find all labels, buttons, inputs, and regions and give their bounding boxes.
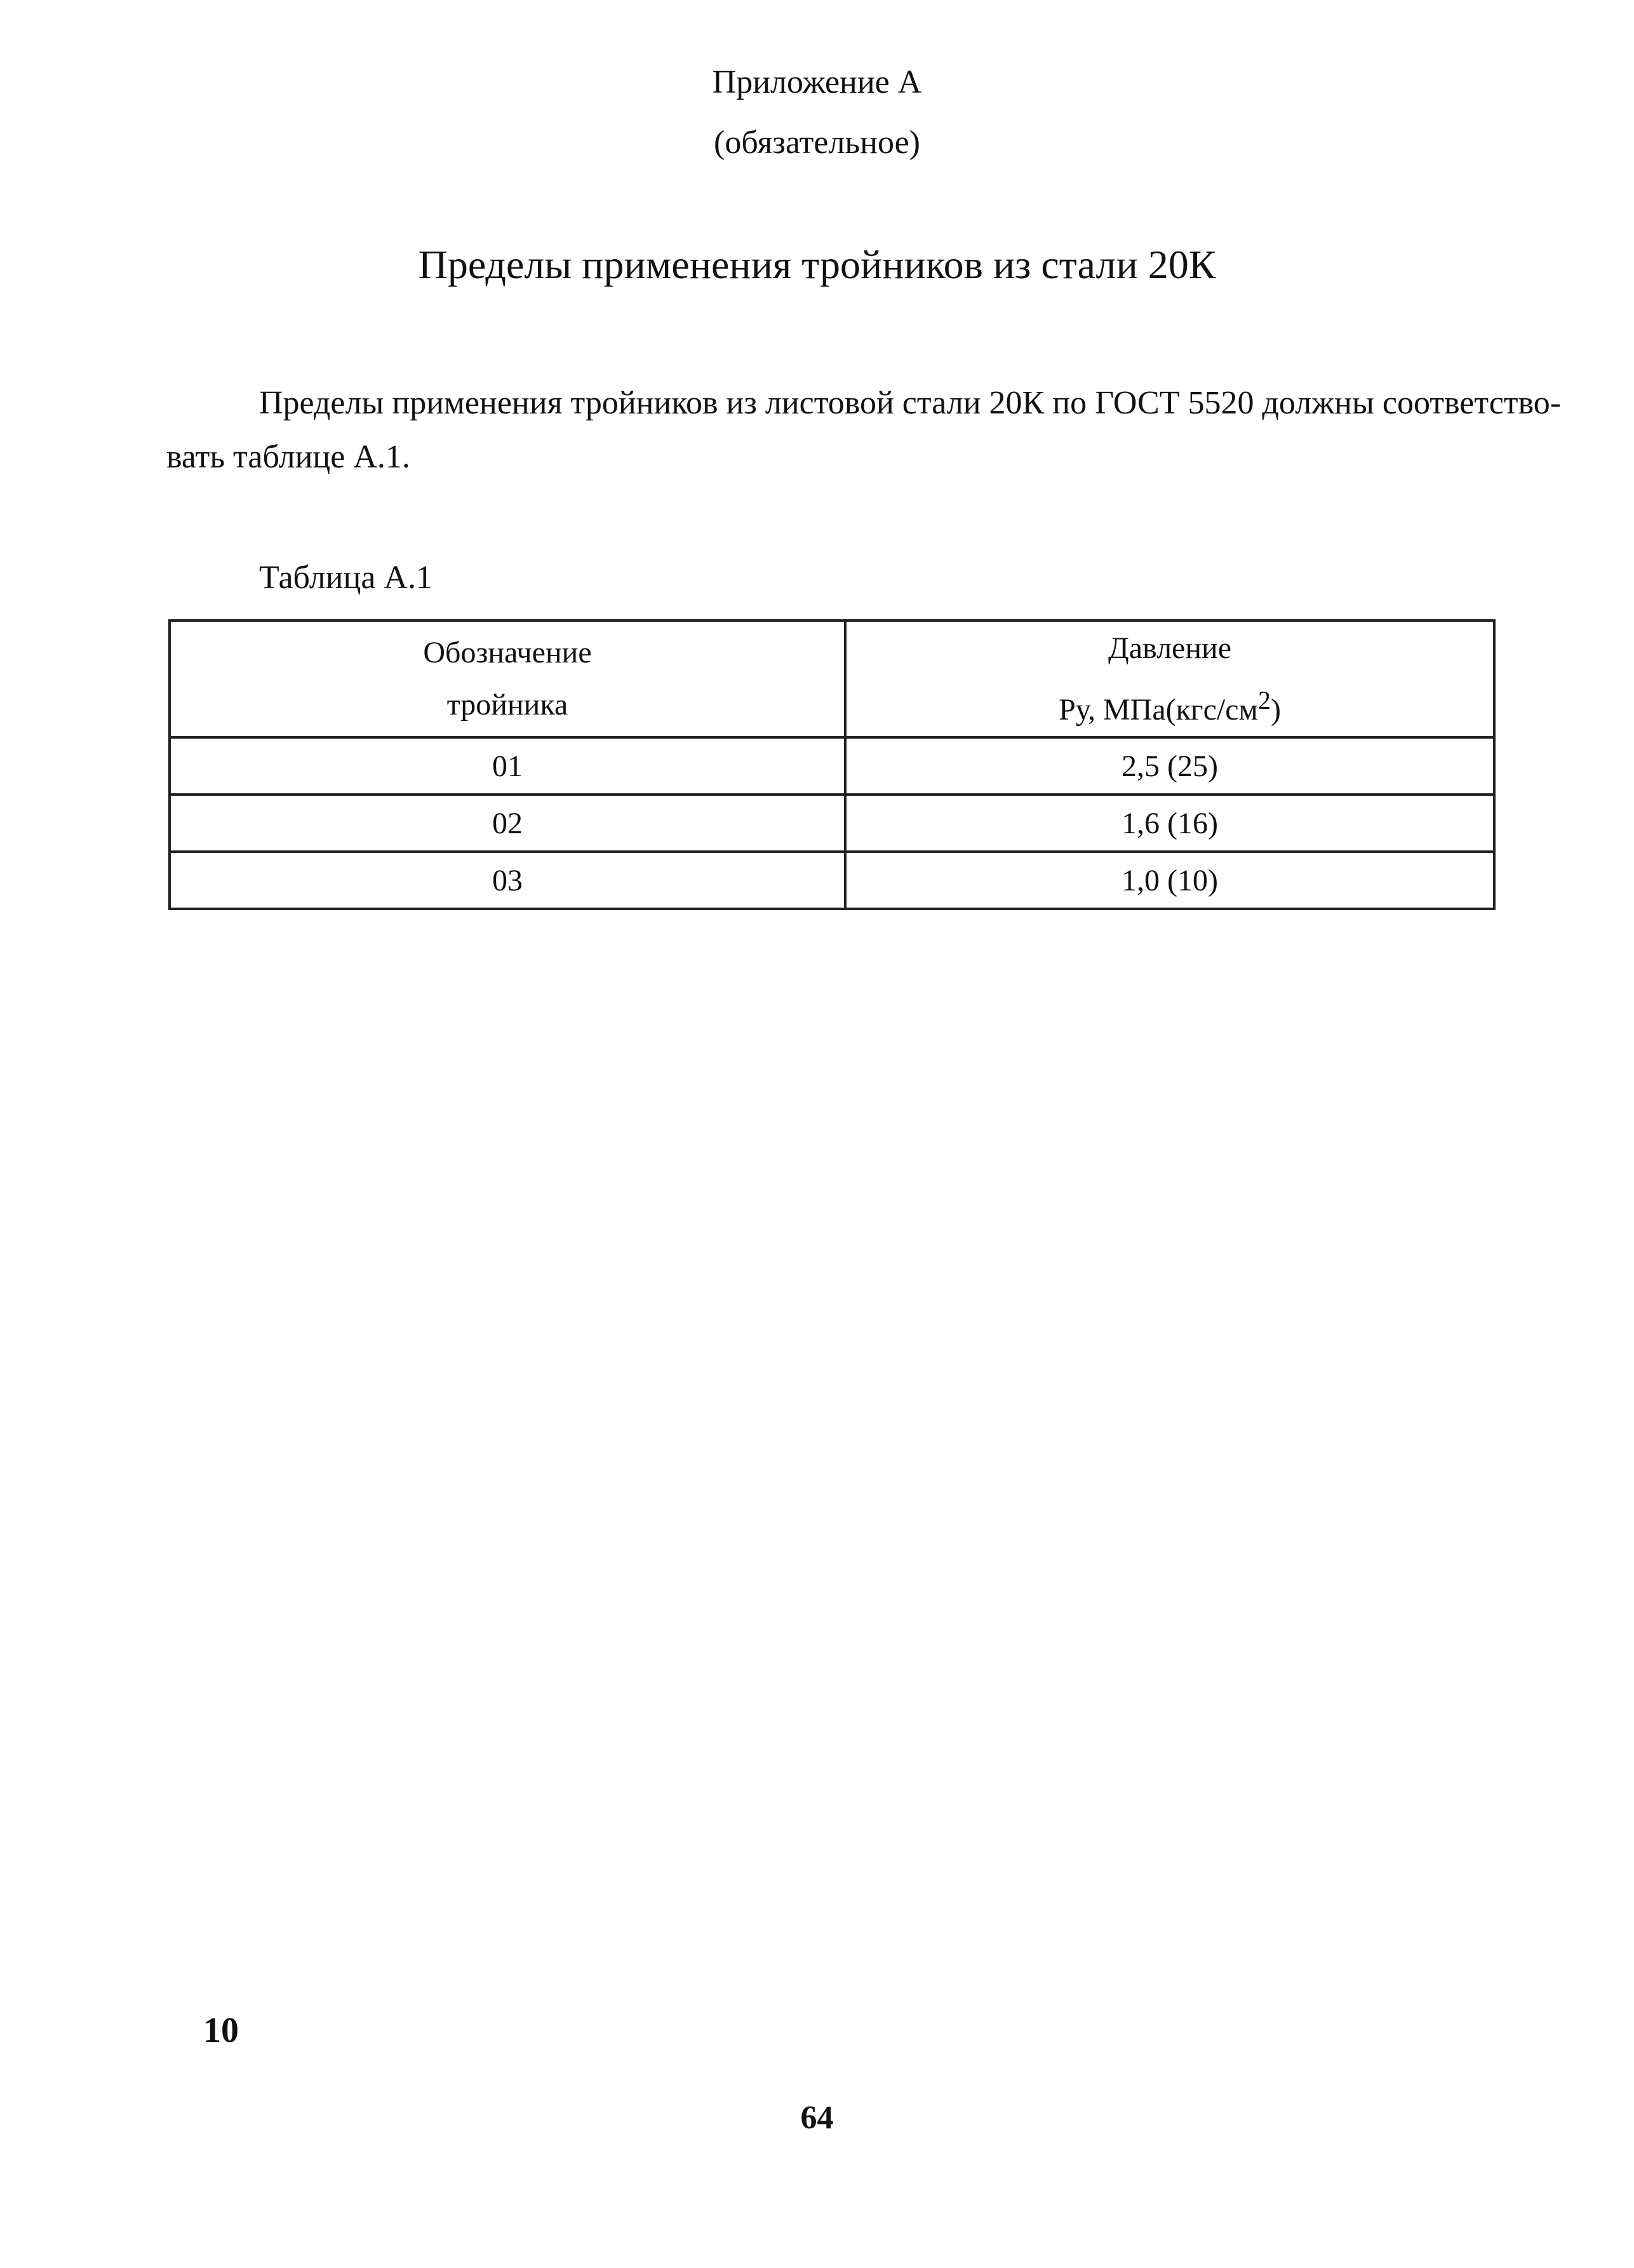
- header-pressure-line-2: [847, 674, 1493, 736]
- table-header-row: [170, 621, 1494, 737]
- designation-cell: 02: [170, 795, 845, 852]
- appendix-status: (обязательное): [714, 124, 920, 161]
- pressure-cell: 1,0 (10): [845, 852, 1494, 909]
- page-title: Пределы применения тройников из стали 20К: [418, 242, 1216, 287]
- pressure-cell: 2,5 (25): [845, 737, 1494, 795]
- header-designation: [170, 621, 845, 737]
- intro-paragraph-line-2: вать таблице А.1.: [166, 439, 410, 475]
- header-designation-line-2: тройника: [446, 688, 568, 721]
- header-pressure-line-1: Давление: [1108, 631, 1231, 665]
- appendix-label: Приложение А: [712, 64, 922, 100]
- table-row: [170, 795, 1494, 852]
- table-row: [170, 737, 1494, 795]
- page-number: 64: [800, 2100, 834, 2136]
- pressure-cell: 1,6 (16): [845, 795, 1494, 852]
- table-row: [170, 852, 1494, 909]
- designation-cell: 03: [170, 852, 845, 909]
- inner-page-number: 10: [203, 2011, 239, 2050]
- intro-paragraph-line-1: Пределы применения тройников из листовой стали 20К по ГОСТ 5520 должны соответство-: [259, 385, 1562, 421]
- header-pressure-unit: Ру, МПа(кгс/см: [1059, 692, 1258, 727]
- header-pressure: [845, 621, 1494, 737]
- designation-cell: 01: [170, 737, 845, 795]
- header-pressure-unit-exponent: 2: [1257, 685, 1271, 715]
- header-pressure-close: ): [1270, 692, 1281, 727]
- header-designation-line-1: Обозначение: [423, 636, 592, 669]
- table-caption: Таблица А.1: [259, 560, 432, 596]
- tee-pressure-table: [168, 619, 1496, 910]
